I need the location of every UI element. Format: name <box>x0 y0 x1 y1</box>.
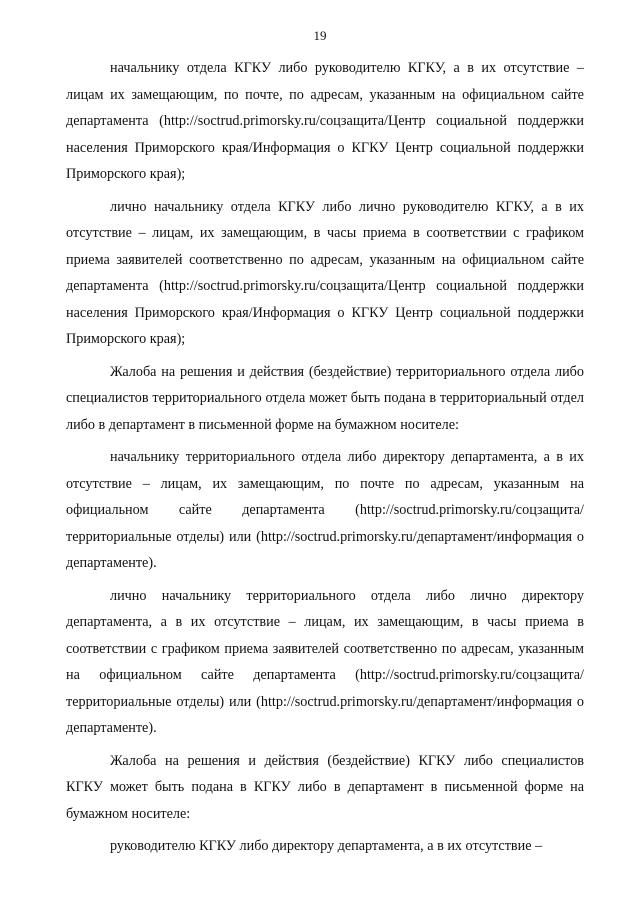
paragraph-4: начальнику территориального отдела либо директору департамента, а в их отсутствие – лицам, их замещающим, по почте по адресам, указанным на официальном сайте департамента (http://soctrud.primorsky.ru/соцзащита/ территориальные отделы) или (http://soctrud.primorsky.ru/департамент/информация о департаменте). <box>66 449 584 571</box>
paragraph-1: начальнику отдела КГКУ либо руководителю КГКУ, а в их отсутствие – лицам их замещающим, по почте, по адресам, указанным на официальном сайте департамента (http://soctrud.primorsky.ru/соцзащита/Центр социальной поддержки населения Приморского края/Информация о КГКУ Центр социальной поддержки Приморского края); <box>66 60 584 182</box>
paragraph-3: Жалоба на решения и действия (бездействие) территориального отдела либо специалистов территориального отдела может быть подана в территориальный отдел либо в департамент в письменной форме на бумажном носителе: <box>66 363 584 433</box>
document-body <box>66 55 584 866</box>
paragraph-5: лично начальнику территориального отдела либо лично директору департамента, а в их отсутствие – лицам, их замещающим, в часы приема в соответствии с графиком приема заявителей соответственно по адресам, указанным на официальном сайте департамента (http://soctrud.primorsky.ru/соцзащита/территориальные отделы) или (http://soctrud.primorsky.ru/департамент/информация о департаменте). <box>66 587 584 736</box>
paragraph-2: лично начальнику отдела КГКУ либо лично руководителю КГКУ, а в их отсутствие – лицам, их замещающим, в часы приема в соответствии с графиком приема заявителей соответственно по адресам, указанным на официальном сайте департамента (http://soctrud.primorsky.ru/соцзащита/Центр социальной поддержки населения Приморского края/Информация о КГКУ Центр социальной поддержки Приморского края); <box>66 198 584 347</box>
paragraph-6: Жалоба на решения и действия (бездействие) КГКУ либо специалистов КГКУ может быть подана в КГКУ либо в департамент в письменной форме на бумажном носителе: <box>66 752 584 822</box>
page-number: 19 <box>313 28 327 43</box>
paragraph-7: руководителю КГКУ либо директору департамента, а в их отсутствие – <box>110 838 543 854</box>
